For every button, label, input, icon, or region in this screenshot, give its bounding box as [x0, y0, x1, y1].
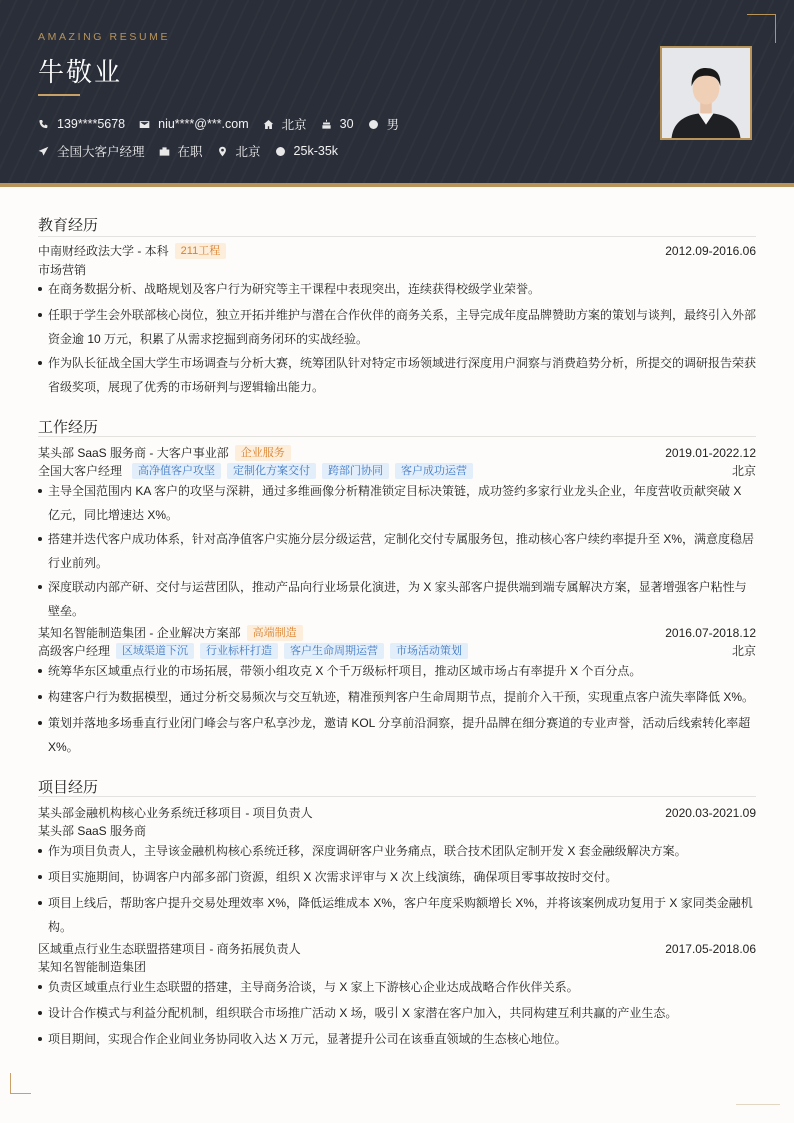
industry-tag: 高端制造 — [247, 625, 303, 641]
send-icon — [38, 146, 49, 157]
bullet-text: 设计合作模式与利益分配机制，组织联合市场推广活动 X 场，吸引 X 家潜在客户加入，共同构建互利共赢的产业生态。 — [48, 1006, 678, 1020]
gender-text: 男 — [386, 118, 400, 132]
work-section-title: 工作经历 — [38, 419, 99, 436]
resume-tagline: AMAZING RESUME — [38, 31, 171, 43]
bullet-text: 项目上线后，帮助客户提升交易处理效率 X%，降低运维成本 X%，客户年度采购额增长 X%，并将该案例成功复用于 X 家同类金融机构。 — [48, 896, 753, 934]
email-info — [139, 117, 249, 131]
target-position-text: 全国大客户经理 — [57, 145, 145, 159]
bullet-dot — [38, 585, 42, 589]
list-item — [38, 891, 756, 939]
list-item — [38, 711, 756, 759]
location-text: 北京 — [235, 145, 261, 159]
salary-info — [275, 144, 338, 158]
list-item — [38, 1027, 756, 1051]
bullet-text: 任职于学生会外联部核心岗位，独立开拓并维护与潜在合作伙伴的商务关系，主导完成年度品牌赞助方案的策划与谈判，最终引入外部资金逾 10 万元，积累了从需求挖掘到商务闭环的实战经验。 — [48, 308, 757, 346]
bullet-text: 策划并落地多场垂直行业闭门峰会与客户私享沙龙，邀请 KOL 分享前沿洞察，提升品牌在细分赛道的专业声誉，活动后线索转化率超 X%。 — [48, 716, 751, 754]
bullet-dot — [38, 985, 42, 989]
target-position-info — [38, 142, 145, 160]
bullet-text: 作为队长征战全国大学生市场调查与分析大赛，统筹团队针对特定市场领域进行深度用户洞察与消费趋势分析，所提交的调研报告荣获省级奖项，展现了优秀的市场研判与逻辑输出能力。 — [48, 356, 757, 394]
bullet-dot — [38, 361, 42, 365]
job-title: 高级客户经理 — [38, 644, 111, 658]
bullet-text: 在商务数据分析、战略规划及客户行为研究等主干课程中表现突出，连续获得校级学业荣誉。 — [48, 282, 541, 296]
bullet-dot — [38, 695, 42, 699]
skill-tag: 市场活动策划 — [390, 643, 468, 659]
home-icon — [263, 119, 274, 130]
work-date: 2016.07-2018.12 — [665, 626, 756, 640]
project-name: 某头部金融机构核心业务系统迁移项目 - 项目负责人 — [38, 806, 313, 820]
bullet-dot — [38, 489, 42, 493]
bullet-text: 项目实施期间，协调客户内部多部门资源，组织 X 次需求评审与 X 次上线演练，确保项目零事故按时交付。 — [48, 870, 618, 884]
name-underline — [38, 94, 80, 96]
email-text: niu****@***.com — [158, 117, 249, 131]
profile-photo — [660, 46, 752, 140]
work-role-row — [38, 642, 756, 660]
corner-decoration — [10, 1073, 31, 1094]
list-item — [38, 527, 756, 575]
gender-info — [368, 115, 400, 133]
bullet-text: 项目期间，实现合作企业间业务协同收入达 X 万元，显著提升公司在该垂直领域的生态核心地位。 — [48, 1032, 567, 1046]
company-name: 某知名智能制造集团 - 企业解决方案部 — [38, 626, 241, 640]
education-entry-header — [38, 242, 756, 260]
candidate-name: 牛敬业 — [38, 57, 123, 87]
bullet-dot — [38, 901, 42, 905]
list-item — [38, 659, 756, 683]
bullet-text: 搭建并迭代客户成功体系，针对高净值客户实施分层分级运营，定制化交付专属服务包，推动核心客户续约率提升至 X%，满意度稳居行业前列。 — [48, 532, 755, 570]
industry-tag: 企业服务 — [235, 445, 291, 461]
home-text: 北京 — [281, 118, 307, 132]
skill-tag: 区域渠道下沉 — [116, 643, 194, 659]
skill-tag: 行业标杆打造 — [200, 643, 278, 659]
list-item — [38, 975, 756, 999]
project-name: 区域重点行业生态联盟搭建项目 - 商务拓展负责人 — [38, 942, 301, 956]
location-icon — [217, 146, 228, 157]
skill-tag: 客户成功运营 — [395, 463, 473, 479]
school-name: 中南财经政法大学 - 本科 — [38, 244, 169, 258]
section-divider — [38, 436, 756, 437]
bullet-dot — [38, 1037, 42, 1041]
work-entry-header — [38, 624, 756, 642]
phone-info — [38, 117, 125, 131]
list-item — [38, 479, 756, 527]
mail-icon — [139, 119, 150, 130]
skill-tag: 跨部门协同 — [322, 463, 389, 479]
bullet-text: 主导全国范围内 KA 客户的攻坚与深耕，通过多维画像分析精准锁定目标决策链，成功签约多家行业龙头企业，年度营收贡献突破 X 亿元，同比增速达 X%。 — [48, 484, 742, 522]
project-section-title: 项目经历 — [38, 779, 99, 796]
cake-icon — [321, 119, 332, 130]
school-tag: 211工程 — [175, 243, 227, 259]
work-role-row — [38, 462, 756, 480]
education-date: 2012.09-2016.06 — [665, 244, 756, 258]
status-info — [159, 142, 203, 160]
age-info — [321, 117, 354, 131]
contact-info-row — [38, 115, 413, 133]
project-entry-header — [38, 804, 756, 822]
list-item — [38, 1001, 756, 1025]
bullet-dot — [38, 1011, 42, 1015]
work-entry-header — [38, 444, 756, 462]
skill-tag: 高净值客户攻坚 — [132, 463, 221, 479]
status-text: 在职 — [177, 145, 203, 159]
list-item — [38, 865, 756, 889]
list-item — [38, 575, 756, 623]
footer-accent-line — [736, 1104, 780, 1105]
bullet-text: 负责区域重点行业生态联盟的搭建，主导商务洽谈，与 X 家上下游核心企业达成战略合作伙伴关系。 — [48, 980, 579, 994]
avatar-illustration — [662, 48, 750, 138]
gender-icon — [368, 119, 379, 130]
section-divider — [38, 236, 756, 237]
bullet-dot — [38, 721, 42, 725]
list-item — [38, 685, 756, 709]
list-item — [38, 277, 756, 301]
bullet-text: 作为项目负责人，主导该金融机构核心系统迁移，深度调研客户业务痛点，联合技术团队定制开发 X 套金融级解决方案。 — [48, 844, 687, 858]
work-date: 2019.01-2022.12 — [665, 446, 756, 460]
work-city: 北京 — [731, 464, 756, 478]
list-item — [38, 351, 756, 399]
skill-tag: 定制化方案交付 — [227, 463, 316, 479]
salary-text: 25k-35k — [293, 144, 339, 158]
bullet-dot — [38, 313, 42, 317]
project-date: 2017.05-2018.06 — [665, 942, 756, 956]
age-text: 30 — [339, 117, 354, 131]
education-section-title: 教育经历 — [38, 217, 99, 234]
list-item — [38, 839, 756, 863]
bullet-text: 构建客户行为数据模型，通过分析交易频次与交互轨迹，精准预判客户生命周期节点，提前介入干预，实现重点客户流失率降低 X%。 — [48, 690, 755, 704]
education-major: 市场营销 — [38, 263, 87, 277]
salary-icon — [275, 146, 286, 157]
header-accent-bar — [0, 183, 794, 187]
bullet-dot — [38, 537, 42, 541]
bullet-dot — [38, 669, 42, 673]
status-icon — [159, 146, 170, 157]
bullet-text: 深度联动内部产研、交付与运营团队，推动产品向行业场景化演进，为 X 家头部客户提供端到端专属解决方案，显著增强客户粘性与壁垒。 — [48, 580, 747, 618]
phone-icon — [38, 119, 49, 130]
work-city: 北京 — [731, 644, 756, 658]
bullet-dot — [38, 849, 42, 853]
bullet-dot — [38, 287, 42, 291]
project-date: 2020.03-2021.09 — [665, 806, 756, 820]
skill-tag: 客户生命周期运营 — [284, 643, 384, 659]
section-divider — [38, 796, 756, 797]
home-info — [263, 115, 307, 133]
project-entry-header — [38, 940, 756, 958]
project-org: 某知名智能制造集团 — [38, 960, 147, 974]
bullet-dot — [38, 875, 42, 879]
location-info — [217, 142, 261, 160]
bullet-text: 统筹华东区域重点行业的市场拓展，带领小组攻克 X 个千万级标杆项目，推动区域市场占有率提升 X 个百分点。 — [48, 664, 642, 678]
resume-header — [0, 0, 794, 185]
company-name: 某头部 SaaS 服务商 - 大客户事业部 — [38, 446, 229, 460]
project-org: 某头部 SaaS 服务商 — [38, 824, 147, 838]
job-info-row — [38, 142, 352, 160]
phone-text: 139****5678 — [57, 117, 126, 131]
corner-decoration — [747, 14, 776, 43]
job-title: 全国大客户经理 — [38, 464, 123, 478]
list-item — [38, 303, 756, 351]
